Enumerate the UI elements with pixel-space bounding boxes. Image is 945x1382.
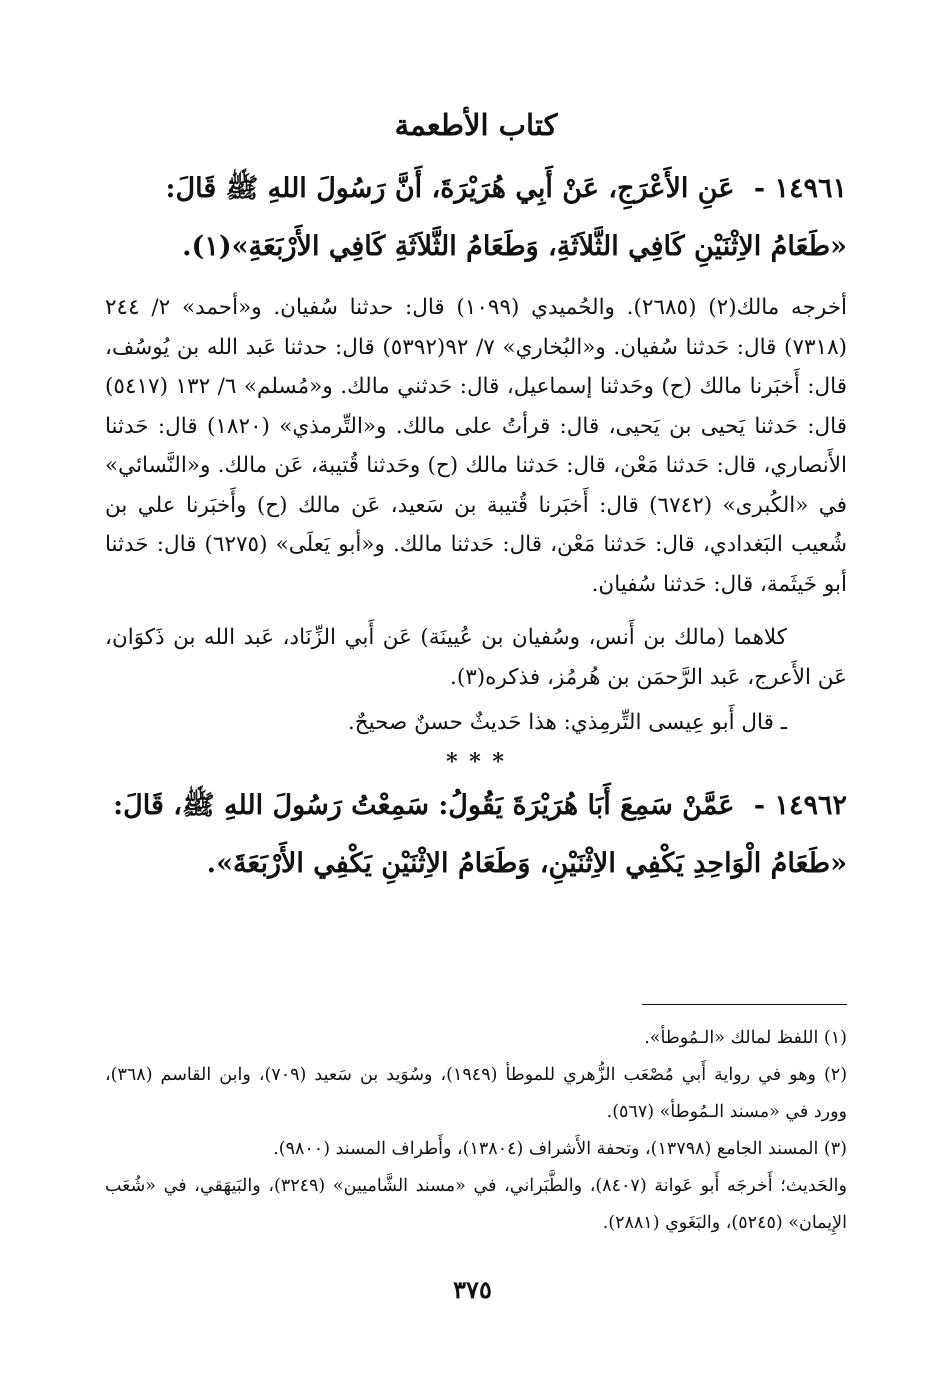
hadith-14962-heading	[105, 777, 847, 835]
footnotes	[105, 1020, 847, 1242]
hadith-14961-heading	[105, 160, 847, 218]
hadith-isnad: عَمَّنْ سَمِعَ أَبَا هُرَيْرَةَ يَقُولُ: سَمِعْتُ رَسُولَ اللهِ ﷺ، قَالَ:	[113, 789, 735, 821]
hadith-14961-matn: «طَعَامُ الاِثْنَيْنِ كَافِي الثَّلاَثَةِ، وَطَعَامُ الثَّلاَثَةِ كَافِي الأَرْبَعَةِ»(١).	[182, 231, 847, 262]
footnote-3-continuation: والحَديث؛ أَخرجَه أَبو عَوانة (٨٤٠٧)، والطَّبَراني، في «مسند الشَّاميين» (٣٢٤٩)، والبَيهَقي، في «شُعَب الإِيمان» (٥٢٤٥)، والبَغَوي (٢٨٨١).	[105, 1176, 848, 1233]
footnote-3: (٣) المسند الجامع (١٣٧٩٨)، وتحفة الأَشراف (١٣٨٠٤)، وأَطراف المسند (٩٨٠٠).	[273, 1139, 847, 1159]
page-number: ٣٧٥	[453, 1275, 492, 1304]
footnote-2: (٢) وهو في رواية أَبي مُصْعَب الزُّهري للموطأ (١٩٤٩)، وسُوَيد بن سَعيد (٧٠٩)، وابن القاسم (٣٦٨)، وورد في «مسند الـمُوطأ» (٥٦٧).	[105, 1065, 848, 1122]
footnote-1: (١) اللفظ لمالك «الـمُوطأ».	[644, 1028, 847, 1048]
footnote-divider	[642, 1004, 847, 1005]
page-title: كتاب الأطعمة	[394, 108, 558, 142]
tirmidhi-comment: ـ قال أَبو عِيسى التِّرمِذي: هذا حَديثٌ حسنٌ صحيحٌ.	[347, 710, 787, 735]
hadith-number: ١٤٩٦٢ -	[753, 789, 847, 821]
hadith-number: ١٤٩٦١ -	[753, 173, 847, 204]
hadith-14962-matn: «طَعَامُ الْوَاحِدِ يَكْفِي الاِثْنَيْنِ، وَطَعَامُ الاِثْنَيْنِ يَكْفِي الأَرْبَعَةَ».	[206, 847, 847, 879]
takhrij-paragraph: أخرجه مالك(٢) (٢٦٨٥). والحُميدي (١٠٩٩) قال: حدثنا سُفيان. و«أحمد» ٢/ ٢٤٤ (٧٣١٨) قال: حَدثنا سُفيان. و«البُخاري» ٧/ ٩٢(٥٣٩٢) قال: حدثنا عَبد الله بن يُوسُف، قال: أَخبَرنا مالك (ح) وحَدثنا إسماعيل، قال: حَدثني مالك. و«مُسلم» ٦/ ١٣٢ (٥٤١٧) قال: حَدثنا يَحيى بن يَحيى، قال: قرأتُ على مالك. و«التِّرمذي» (١٨٢٠) قال: حَدثنا الأَنصاري، قال: حَدثنا مَعْن، قال: حَدثنا مالك (ح) وحَدثنا قُتيبة، عَن مالك. و«النَّسائي» في «الكُبرى» (٦٧٤٢) قال: أَخبَرنا قُتيبة بن سَعيد، عَن مالك (ح) وأَخبَرنا علي بن شُعيب البَغدادي، قال: حَدثنا مَعْن، قال: حَدثنا مالك. و«أبو يَعلَى» (٦٢٧٥) قال: حَدثنا أبو خَيثَمة، قال: حَدثنا سُفيان.	[105, 295, 848, 597]
section-separator: * * *	[446, 748, 506, 775]
hadith-isnad: عَنِ الأَعْرَجِ، عَنْ أَبِي هُرَيْرَةَ، أَنَّ رَسُولَ اللهِ ﷺ قَالَ:	[165, 173, 735, 204]
chain-paragraph: كلاهما (مالك بن أَنس، وسُفيان بن عُيينَة) عَن أَبي الزِّنَاد، عَبد الله بن ذَكوَان، عَن الأَعرج، عَبد الرَّحمَن بن هُرمُز، فذكره(٣).	[105, 625, 847, 690]
